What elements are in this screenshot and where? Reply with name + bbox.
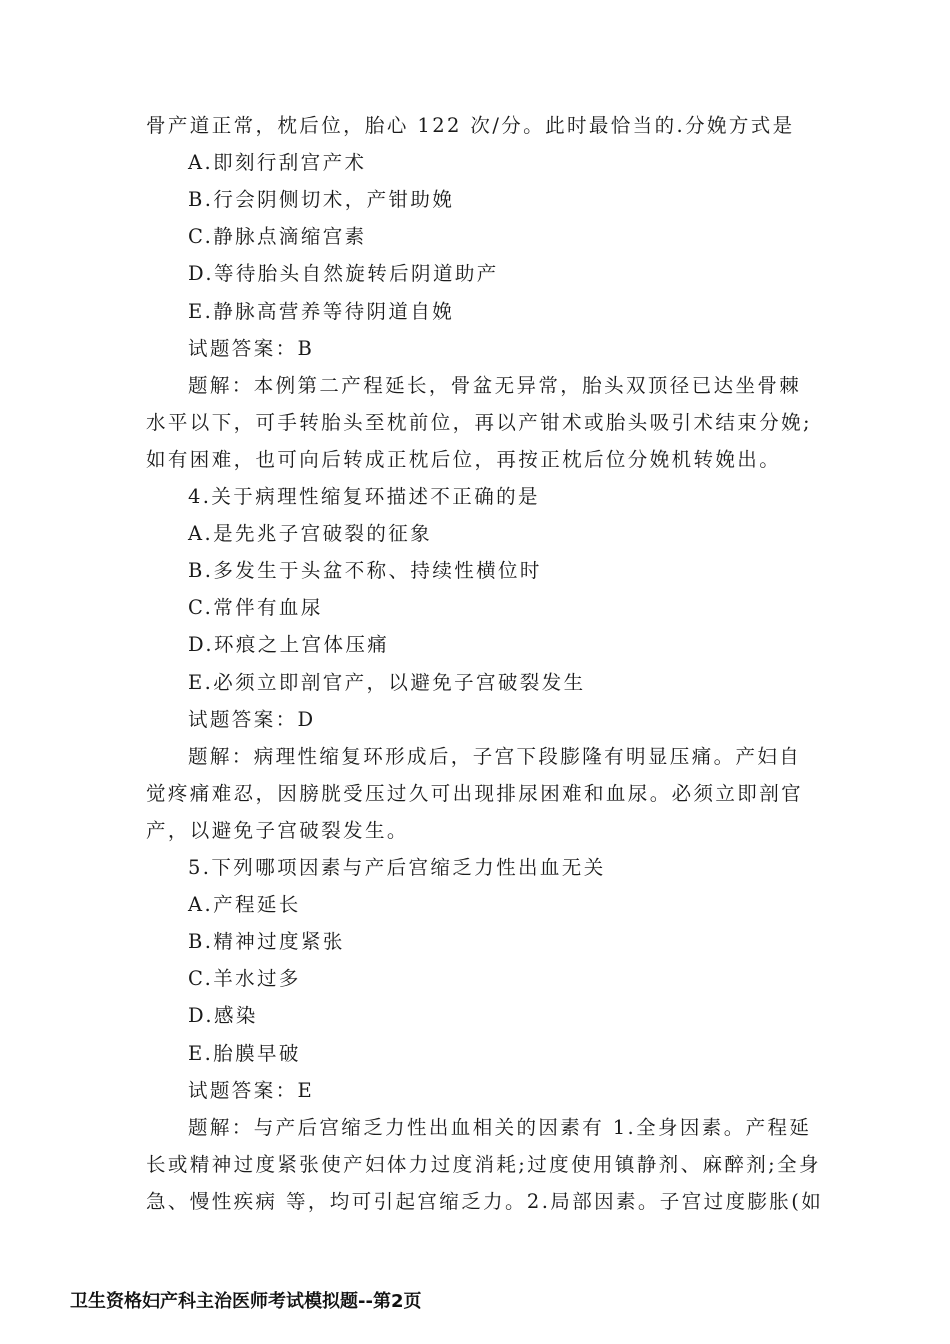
text-line: 试题答案：D	[188, 707, 316, 731]
text-line: A.即刻行刮宫产术	[188, 151, 367, 175]
text-line: D.等待胎头自然旋转后阴道助产	[188, 262, 499, 286]
text-line: 如有困难，也可向后转成正枕后位，再按正枕后位分娩机转娩出。	[146, 447, 782, 471]
text-line: B.行会阴侧切术，产钳助娩	[188, 188, 455, 212]
text-line: A.是先兆子宫破裂的征象	[188, 522, 433, 546]
text-line: D.环痕之上宫体压痛	[188, 633, 390, 657]
text-line: E.必须立即剖官产，以避免子宫破裂发生	[188, 670, 586, 694]
text-line: B.精神过度紧张	[188, 930, 345, 954]
text-line: B.多发生于头盆不称、持续性横位时	[188, 559, 542, 583]
text-line: 急、慢性疾病 等，均可引起宫缩乏力。2.局部因素。子宫过度膨胀(如	[146, 1189, 824, 1213]
text-line: 试题答案：B	[188, 336, 315, 360]
text-line: A.产程延长	[188, 893, 301, 917]
text-line: C.静脉点滴缩宫素	[188, 225, 367, 249]
text-line: 长或精神过度紧张使产妇体力过度消耗;过度使用镇静剂、麻醉剂;全身	[146, 1152, 821, 1176]
text-line: E.静脉高营养等待阴道自娩	[188, 299, 455, 323]
text-line: 试题答案：E	[188, 1078, 315, 1102]
text-line: D.感染	[188, 1004, 258, 1028]
text-line: 骨产道正常，枕后位，胎心 122 次/分。此时最恰当的.分娩方式是	[146, 114, 795, 137]
text-line: 题解：本例第二产程延长，骨盆无异常，胎头双顶径已达坐骨棘	[188, 373, 802, 397]
text-line: C.常伴有血尿	[188, 596, 323, 620]
text-line: 产，以避免子宫破裂发生。	[146, 818, 409, 842]
text-line: E.胎膜早破	[188, 1041, 301, 1065]
text-line: 题解：与产后宫缩乏力性出血相关的因素有 1.全身因素。产程延	[188, 1115, 812, 1139]
page-footer: 卫生资格妇产科主治医师考试模拟题--第2页	[70, 1291, 422, 1312]
text-line: C.羊水过多	[188, 967, 301, 991]
text-line: 水平以下，可手转胎头至枕前位，再以产钳术或胎头吸引术结束分娩;	[146, 410, 812, 434]
text-line: 5.下列哪项因素与产后宫缩乏力性出血无关	[188, 856, 606, 879]
text-line: 觉疼痛难忍，因膀胱受压过久可出现排尿困难和血尿。必须立即剖官	[146, 781, 804, 805]
text-line: 题解：病理性缩复环形成后，子宫下段膨隆有明显压痛。产妇自	[188, 744, 802, 768]
text-line: 4.关于病理性缩复环描述不正确的是	[188, 485, 540, 508]
